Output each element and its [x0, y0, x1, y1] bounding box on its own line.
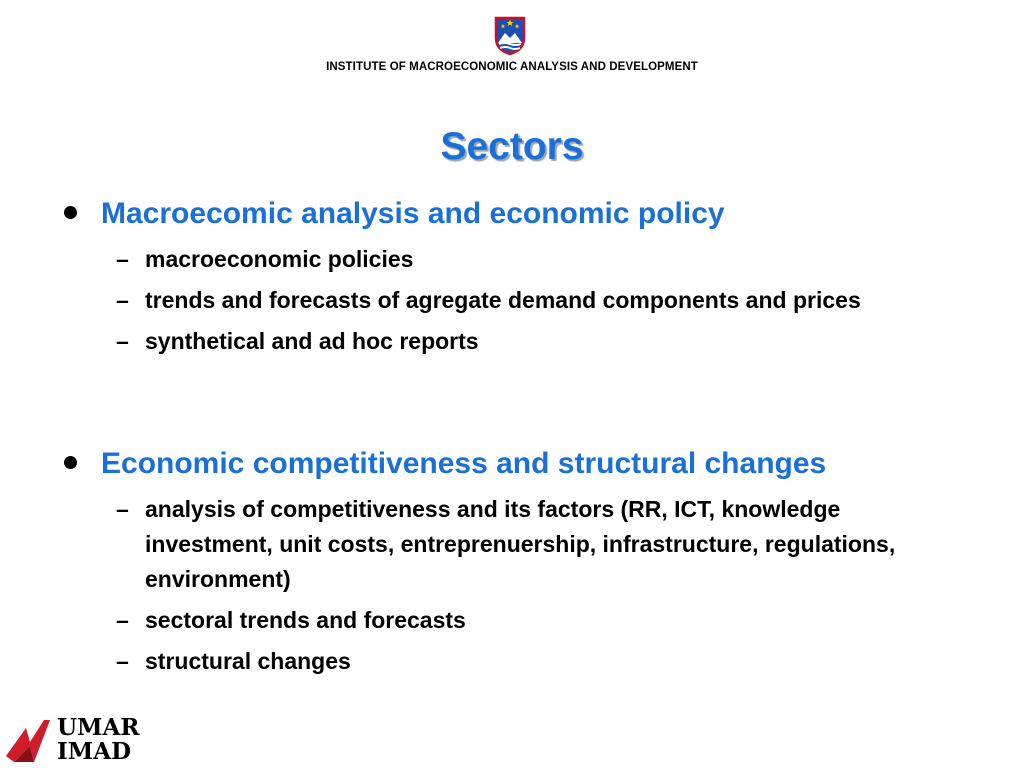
list-item	[0, 644, 955, 679]
sub-bullet-list	[0, 242, 1024, 359]
sub-bullet-list	[0, 492, 1024, 679]
logo-line-umar: UMAR	[57, 714, 140, 741]
dash-icon: –	[116, 328, 129, 354]
list-item-text: synthetical and ad hoc reports	[145, 328, 479, 354]
list-item	[0, 283, 955, 318]
list-item-text: macroeconomic policies	[145, 246, 414, 272]
logo-wordmark	[57, 716, 139, 764]
dash-icon: –	[116, 287, 129, 313]
slide-title: Sectors	[440, 125, 584, 168]
slovenia-coat-of-arms-icon	[494, 16, 526, 56]
bullet-dot-icon	[64, 456, 77, 469]
logo-line-imad: IMAD	[57, 738, 132, 765]
dash-icon: –	[116, 496, 129, 522]
institute-name: INSTITUTE OF MACROECONOMIC ANALYSIS AND DEVELOPMENT	[326, 61, 698, 73]
list-item	[0, 324, 955, 359]
list-item	[0, 603, 955, 638]
section-heading: Macroecomic analysis and economic policy	[101, 197, 725, 230]
section-heading-row	[0, 444, 1024, 486]
list-item-text: structural changes	[145, 648, 351, 674]
dash-icon: –	[116, 648, 129, 674]
list-item-text: analysis of competitiveness and its factors (RR, ICT, knowledge investment, unit costs, entreprenuership, infrastructure, regulations, environment)	[145, 496, 896, 592]
dash-icon: –	[116, 246, 129, 272]
section-macroeconomic-analysis	[0, 194, 1024, 365]
list-item-text: sectoral trends and forecasts	[145, 607, 466, 633]
list-item	[0, 242, 955, 277]
section-heading-row	[0, 194, 1024, 236]
list-item	[0, 492, 955, 597]
bullet-dot-icon	[64, 206, 77, 219]
section-economic-competitiveness	[0, 444, 1024, 685]
section-heading: Economic competitiveness and structural changes	[101, 447, 827, 480]
dash-icon: –	[116, 607, 129, 633]
list-item-text: trends and forecasts of agregate demand components and prices	[145, 287, 861, 313]
